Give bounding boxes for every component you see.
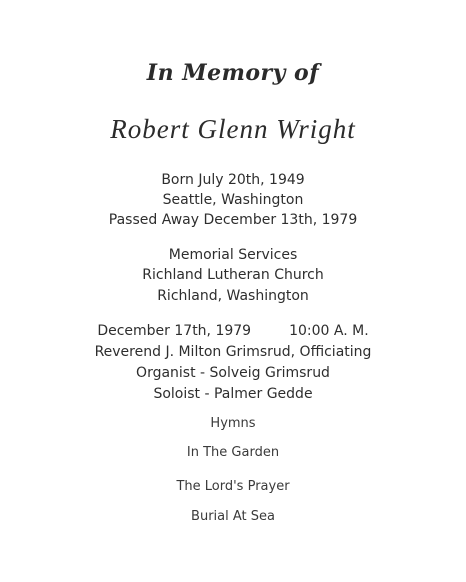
- services-title: Memorial Services: [168, 247, 298, 263]
- hymn-2: The Lord's Prayer: [176, 479, 290, 494]
- soloist: Soloist - Palmer Gedde: [153, 386, 313, 402]
- deceased-name: Robert Glenn Wright: [110, 114, 356, 144]
- church-city: Richland, Washington: [157, 288, 309, 304]
- church-name: Richland Lutheran Church: [142, 267, 324, 283]
- service-time: 10:00 A. M.: [289, 323, 369, 339]
- officiant: Reverend J. Milton Grimsrud, Officiating: [94, 344, 372, 360]
- born-date: Born July 20th, 1949: [161, 172, 305, 188]
- hymn-1: In The Garden: [186, 445, 280, 460]
- service-date-time: [0, 321, 466, 341]
- hymns-label: Hymns: [210, 416, 256, 431]
- passed-away-date: Passed Away December 13th, 1979: [108, 212, 358, 228]
- organist: Organist - Solveig Grimsrud: [136, 365, 330, 381]
- service-date: December 17th, 1979: [97, 323, 252, 339]
- birthplace: Seattle, Washington: [162, 192, 304, 208]
- heading: In Memory of: [146, 60, 320, 86]
- closing-line: Burial At Sea: [191, 509, 275, 524]
